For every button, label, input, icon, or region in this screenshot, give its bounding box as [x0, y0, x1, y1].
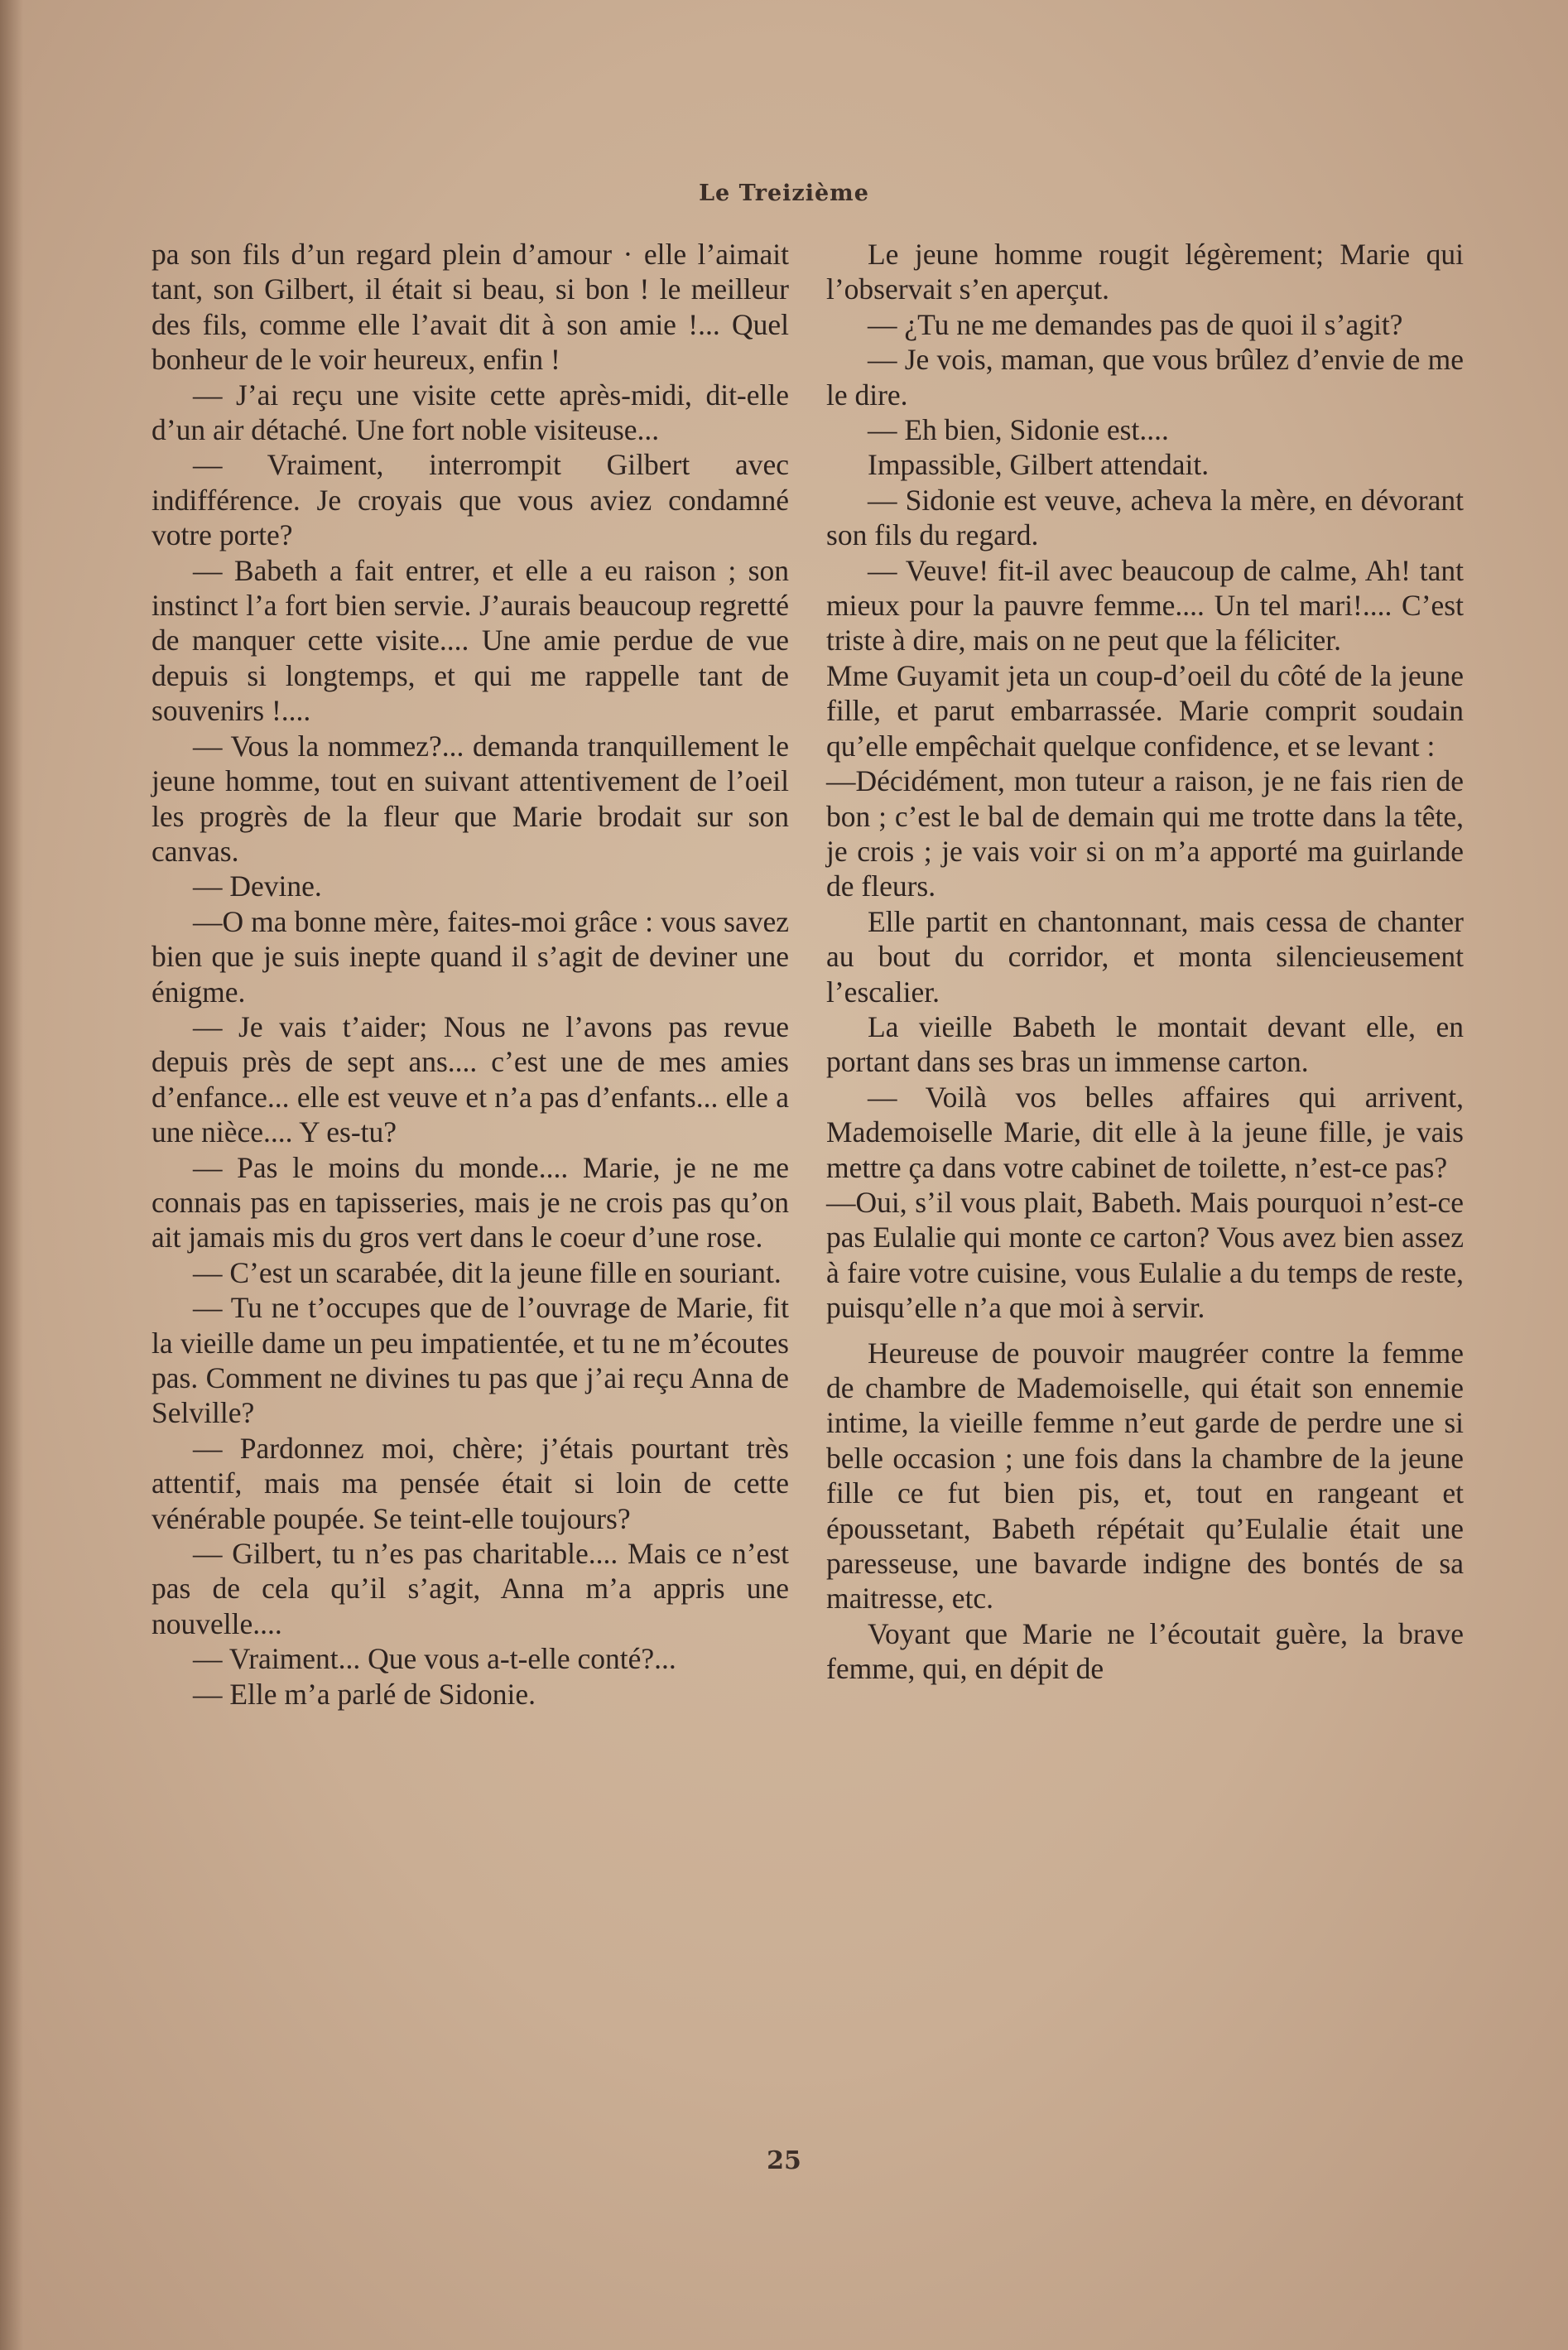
paragraph: — Vraiment... Que vous a-t-elle conté?...: [193, 1642, 676, 1676]
paragraph: — J’ai reçu une visite cette après-midi, dit-elle d’un air détaché. Une fort noble visiteuse...: [152, 378, 789, 447]
paragraph: Mme Guyamit jeta un coup-d’oeil du côté de la jeune fille, et parut embarrassée. Marie comprit soudain qu’elle empêchait quelque confidence, et se levant :: [826, 658, 1464, 763]
paragraph: Le jeune homme rougit légèrement; Marie qui l’observait s’en aperçut.: [826, 238, 1464, 306]
paragraph: — Babeth a fait entrer, et elle a eu raison ; son instinct l’a fort bien servie. J’aurais beaucoup regretté de manquer cette visite.... Une amie perdue de vue depuis si longtemps, et qui me rappelle tant de souvenirs !....: [152, 553, 789, 728]
paragraph: — Pardonnez moi, chère; j’étais pourtant très attentif, mais ma pensée était si loin de cette vénérable poupée. Se teint-elle toujours?: [152, 1431, 789, 1535]
left-column: [152, 237, 789, 1712]
paragraph: pa son fils d’un regard plein d’amour · elle l’aimait tant, son Gilbert, il était si beau, si bon ! le meilleur des fils, comme elle l’avait dit à son amie !... Quel bonheur de le voir heureux, enfin !: [152, 238, 789, 377]
paragraph: — Pas le moins du monde.... Marie, je ne me connais pas en tapisseries, mais je ne crois pas qu’on ait jamais mis du gros vert dans le coeur d’une rose.: [152, 1150, 789, 1254]
paragraph: —Oui, s’il vous plait, Babeth. Mais pourquoi n’est-ce pas Eulalie qui monte ce carton? Vous avez bien assez à faire votre cuisine, vous Eulalie a du temps de reste, puisqu’elle n’a que moi à servir.: [826, 1185, 1464, 1325]
right-column: [826, 237, 1464, 1687]
paragraph: — Eh bien, Sidonie est....: [868, 413, 1169, 447]
paragraph: Impassible, Gilbert attendait.: [868, 448, 1210, 482]
paragraph: — Veuve! fit-il avec beaucoup de calme, Ah! tant mieux pour la pauvre femme.... Un tel mari!.... C’est triste à dire, mais on ne peut que la féliciter.: [826, 553, 1464, 657]
paragraph: — Gilbert, tu n’es pas charitable.... Mais ce n’est pas de cela qu’il s’agit, Anna m’a appris une nouvelle....: [152, 1537, 789, 1640]
paragraph: — Vraiment, interrompit Gilbert avec indifférence. Je croyais que vous aviez condamné votre porte?: [152, 448, 789, 552]
paragraph: — Elle m’a parlé de Sidonie.: [193, 1677, 536, 1711]
paragraph: — Sidonie est veuve, acheva la mère, en dévorant son fils du regard.: [826, 483, 1464, 552]
paragraph: — ¿Tu ne me demandes pas de quoi il s’agit?: [868, 307, 1403, 341]
page-number: 25: [767, 2146, 801, 2175]
paragraph: Voyant que Marie ne l’écoutait guère, la brave femme, qui, en dépit de: [826, 1616, 1464, 1686]
paragraph: — Je vais t’aider; Nous ne l’avons pas revue depuis près de sept ans.... c’est une de mes amies d’enfance... elle est veuve et n’a pas d’enfants... elle a une nièce.... Y es-tu?: [152, 1009, 789, 1149]
paragraph: — Je vois, maman, que vous brûlez d’envie de me le dire.: [826, 343, 1464, 412]
page-edge-shadow: [0, 0, 23, 2350]
paragraph: —O ma bonne mère, faites-moi grâce : vous savez bien que je suis inepte quand il s’agit de deviner une énigme.: [152, 904, 789, 1009]
paragraph: — C’est un scarabée, dit la jeune fille en souriant.: [193, 1255, 782, 1289]
paragraph: —Décidément, mon tuteur a raison, je ne fais rien de bon ; c’est le bal de demain qui me trotte dans la tête, je crois ; je vais voir si on m’a apporté ma guirlande de fleurs.: [826, 764, 1464, 903]
paragraph: — Vous la nommez?... demanda tranquillement le jeune homme, tout en suivant attentivement de l’oeil les progrès de la fleur que Marie brodait sur son canvas.: [152, 729, 789, 868]
paragraph: Heureuse de pouvoir maugréer contre la femme de chambre de Mademoiselle, qui était son ennemie intime, la vieille femme n’eut garde de perdre une si belle occasion ; une fois dans la chambre de la jeune fille ce fut bien pis, et, tout en rangeant et époussetant, Babeth répétait qu’Eulalie était une paresseuse, une bavarde indigne des bontés de sa maitresse, etc.: [826, 1336, 1464, 1616]
paragraph: — Voilà vos belles affaires qui arrivent, Mademoiselle Marie, dit elle à la jeune fille, je vais mettre ça dans votre cabinet de toilette, n’est-ce pas?: [826, 1080, 1464, 1184]
running-header: Le Treizième: [699, 181, 869, 206]
paragraph: La vieille Babeth le montait devant elle, en portant dans ses bras un immense carton.: [826, 1009, 1464, 1079]
paragraph: — Devine.: [193, 869, 322, 903]
paragraph: Elle partit en chantonnant, mais cessa de chanter au bout du corridor, et monta silencieusement l’escalier.: [826, 904, 1464, 1009]
paragraph: — Tu ne t’occupes que de l’ouvrage de Marie, fit la vieille dame un peu impatientée, et tu ne m’écoutes pas. Comment ne divines tu pas que j’ai reçu Anna de Selville?: [152, 1291, 789, 1430]
